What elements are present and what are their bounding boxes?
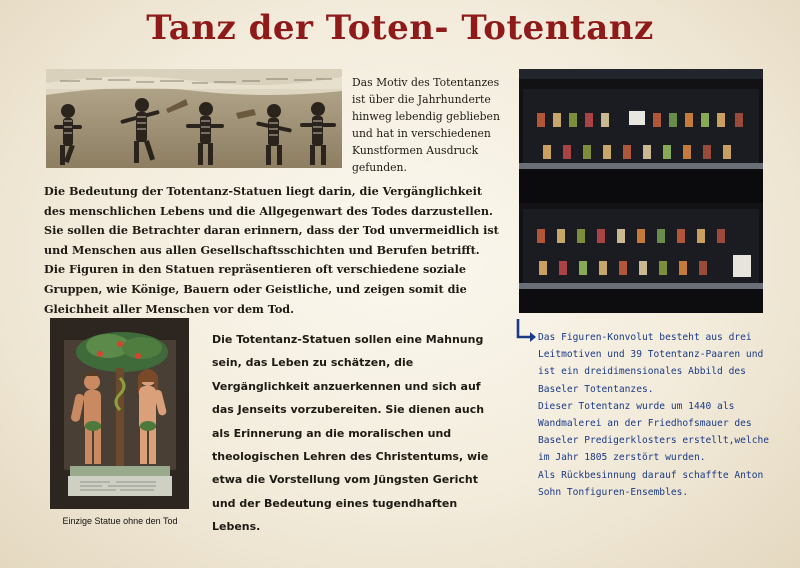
adam-eve-statue-photo [50, 318, 189, 509]
intro-text: Das Motiv des Totentanzes ist über die Jahrhunderte hinweg lebendig geblieben und hat in verschiedenen Kunstformen Ausdruck gefunden. [352, 76, 500, 174]
reminder-paragraph: Die Totentanz-Statuen sollen eine Mahnung sein, das Leben zu schätzen, die Vergänglichkeit anzuerkennen und sich auf das Jenseits vorzubereiten. Sie dienen auch als Erinnerung an die moralischen und theologischen Lehren des Christentums, wie etwa die Vorstellung vom Jüngsten Gericht und der Bedeutung eines tugendhaften Lebens. [212, 333, 489, 534]
display-cabinet-photo [519, 69, 763, 313]
arrow-down-right-icon [515, 318, 537, 344]
dance-of-death-painting [46, 69, 342, 168]
note-collection: Das Figuren-Konvolut besteht aus drei Leitmotiven und 39 Totentanz-Paaren und ist ein dreidimensionales Abbild des Baseler Totentanzes. [538, 332, 770, 395]
note-anton-sohn: Als Rückbesinnung darauf schaffte Anton Sohn Tonfiguren-Ensembles. [538, 469, 770, 498]
page-title: Tanz der Toten- Totentanz [146, 8, 654, 48]
statue-caption: Einzige Statue ohne den Tod [62, 516, 178, 526]
note-history: Dieser Totentanz wurde um 1440 als Wandmalerei an der Friedhofsmauer des Baseler Predigerklosters erstellt,welche im Jahr 1805 zerstört wurden. [538, 400, 775, 464]
collection-notes [538, 329, 778, 501]
meaning-paragraph: Die Bedeutung der Totentanz-Statuen liegt darin, die Vergänglichkeit des menschlichen Lebens und die Allgegenwart des Todes darzustellen. Sie sollen die Betrachter daran erinnern, dass der Tod unvermeidlich ist und Menschen aus allen Gesellschaftsschichten und Berufen betrifft. Die Figuren in den Statuen repräsentieren oft verschiedene soziale Gruppen, wie Könige, Bauern oder Geistliche, und zeigen somit die Gleichheit aller Menschen vor dem Tod. [44, 184, 499, 316]
